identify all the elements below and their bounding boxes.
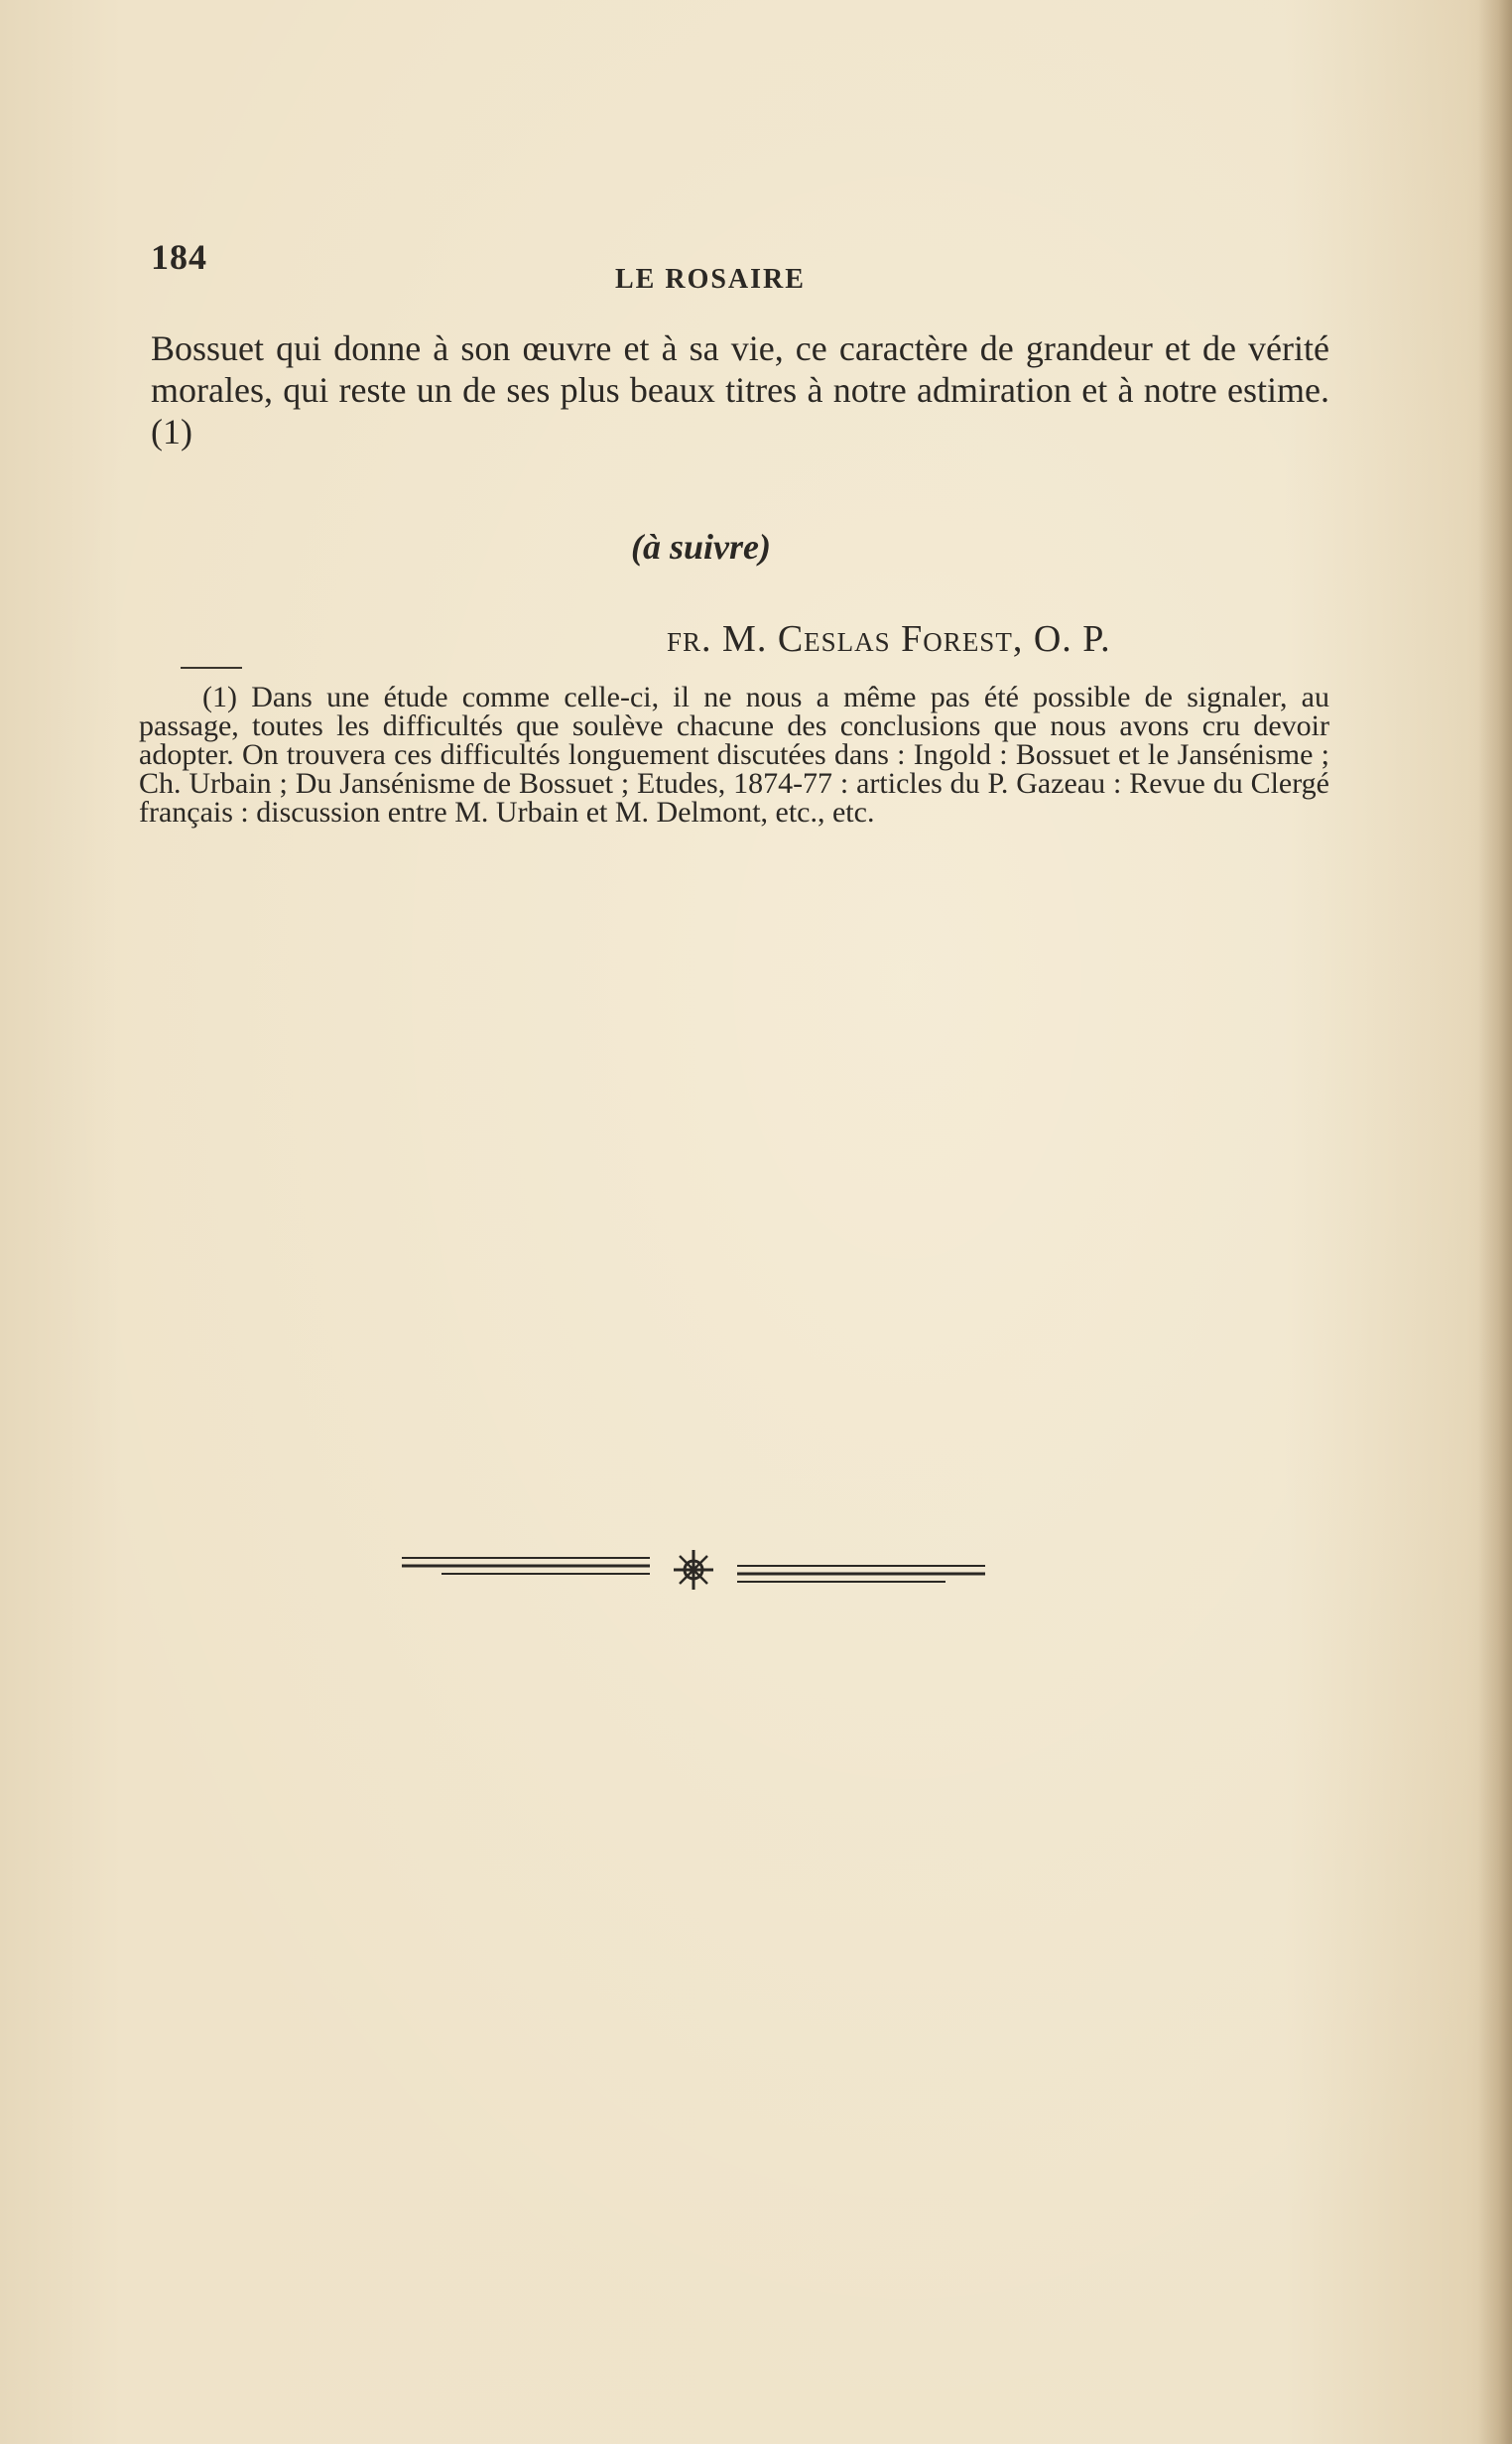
page-edge-shadow xyxy=(1478,0,1512,2444)
paragraph-text: Bossuet qui donne à son œuvre et à sa vie, ce caractère de grandeur et de vérité morales, qui reste un de ses plus beaux titres à notre admiration et à notre estime. (1) xyxy=(151,328,1329,451)
running-title: LE ROSAIRE xyxy=(615,264,806,295)
sun-ornament-icon xyxy=(402,1548,985,1598)
to-be-continued: (à suivre) xyxy=(631,527,771,567)
author-signature: fr. M. Ceslas Forest, O. P. xyxy=(667,618,1111,660)
footnote-text: (1) Dans une étude comme celle-ci, il ne nous a même pas été possible de signaler, au passage, toutes les difficultés que soulève chacune des conclusions que nous avons cru devoir adopter. On trouvera ces difficultés longuement discutées dans : Ingold : Bossuet et le Jansénisme ; Ch. Urbain ; Du Jansénisme de Bossuet ; Etudes, 1874-77 : articles du P. Gazeau : Revue du Clergé français : discussion entre M. Urbain et M. Delmont, etc., etc. xyxy=(139,681,1329,829)
body-paragraph xyxy=(151,327,1329,452)
page-number: 184 xyxy=(151,237,207,277)
footnote xyxy=(139,683,1329,827)
footnote-separator xyxy=(181,667,242,669)
